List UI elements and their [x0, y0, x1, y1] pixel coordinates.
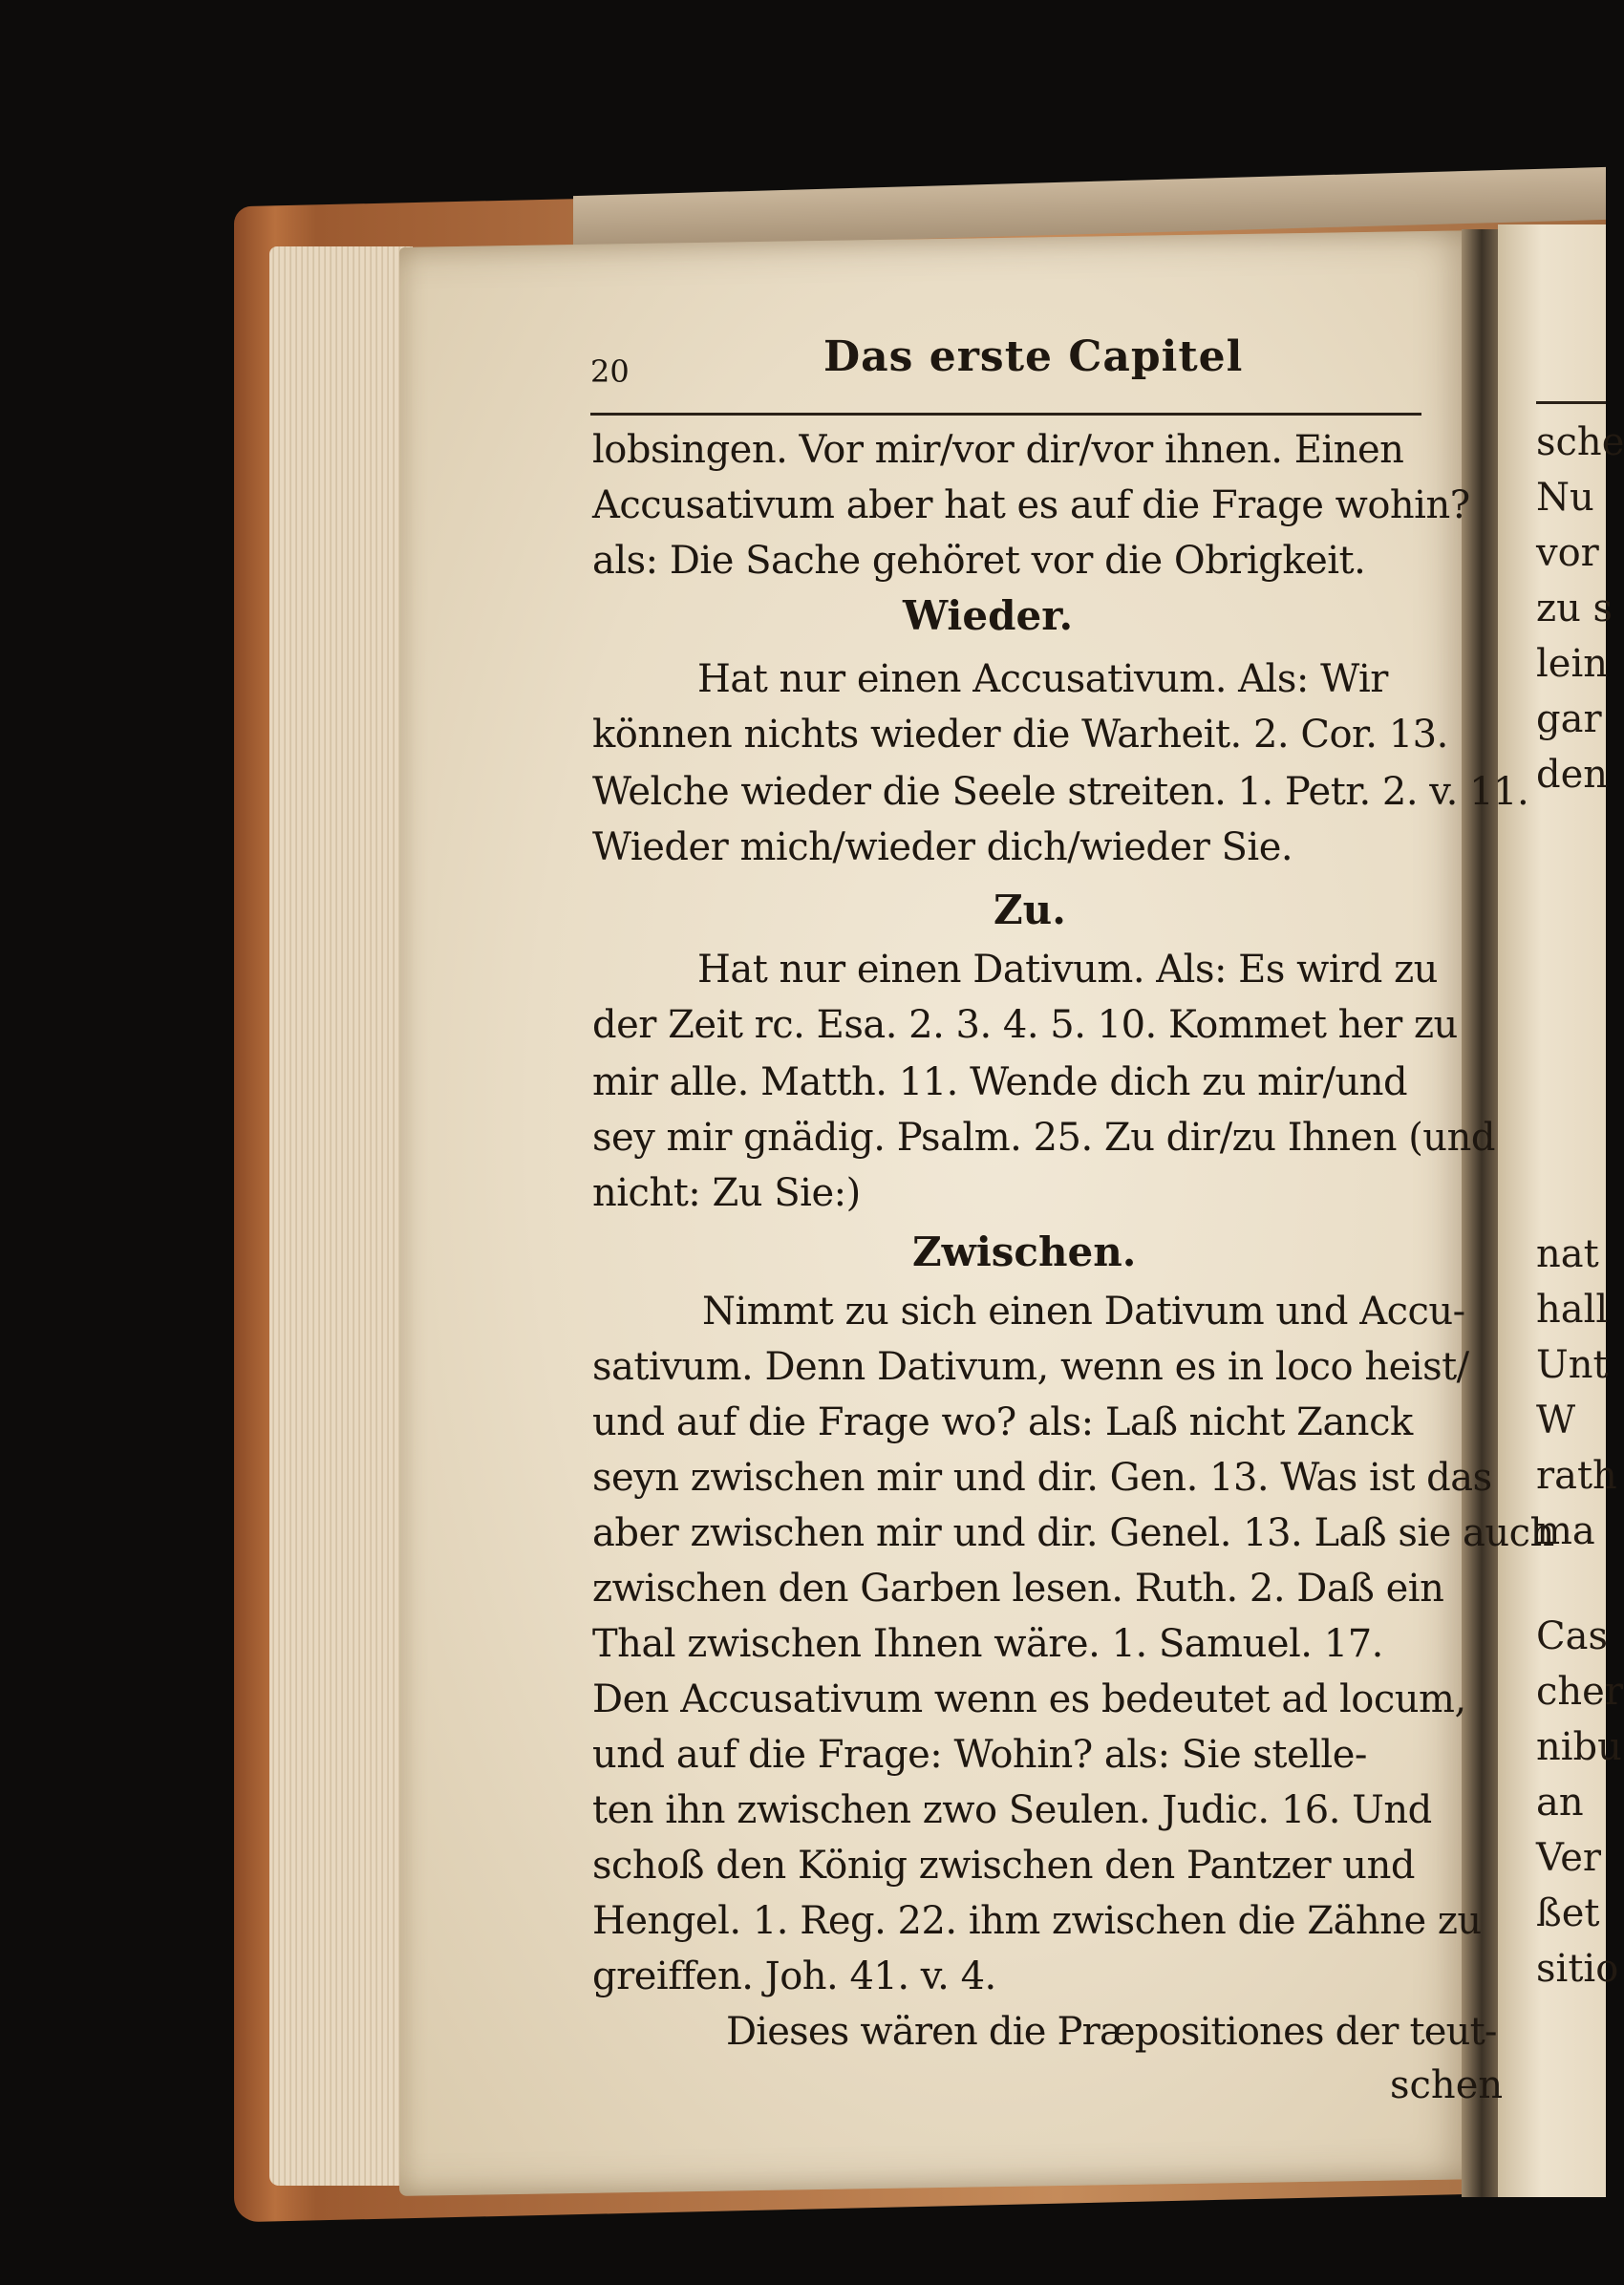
text-line: schoß den König zwischen den Pantzer und: [592, 1844, 1415, 1888]
text-line: zwischen den Garben lesen. Ruth. 2. Daß ein: [592, 1567, 1444, 1611]
text-line: und auf die Frage: Wohin? als: Sie stelle-: [592, 1733, 1367, 1777]
text-line: seyn zwischen mir und dir. Gen. 13. Was ist das: [592, 1456, 1492, 1500]
text-line: und auf die Frage wo? als: Laß nicht Zanck: [592, 1400, 1413, 1444]
section-heading: Zu.: [994, 886, 1066, 933]
facing-fragment: sche: [1536, 420, 1624, 464]
text-line: der Zeit rc. Esa. 2. 3. 4. 5. 10. Kommet her zu: [592, 1003, 1458, 1047]
text-line: Hat nur einen Dativum. Als: Es wird zu: [697, 948, 1438, 992]
header-rule: [590, 413, 1421, 416]
text-line: nicht: Zu Sie:): [592, 1171, 861, 1215]
facing-fragment: zu s: [1536, 587, 1613, 630]
facing-fragment: Ver: [1536, 1836, 1602, 1880]
text-line: sey mir gnädig. Psalm. 25. Zu dir/zu Ihnen (und: [592, 1116, 1495, 1160]
text-line: Accusativum aber hat es auf die Frage wohin?: [592, 483, 1470, 527]
text-line: mir alle. Matth. 11. Wende dich zu mir/und: [592, 1060, 1408, 1104]
facing-fragment: Unt: [1536, 1343, 1609, 1387]
text-line: Wieder mich/wieder dich/wieder Sie.: [592, 825, 1293, 869]
text-line: als: Die Sache gehöret vor die Obrigkeit.: [592, 539, 1366, 583]
text-line: Hengel. 1. Reg. 22. ihm zwischen die Zähne zu: [592, 1899, 1482, 1943]
text-line: aber zwischen mir und dir. Genel. 13. Laß sie auch: [592, 1511, 1554, 1555]
facing-fragment: an: [1536, 1781, 1584, 1825]
text-line: Nimmt zu sich einen Dativum und Accu-: [702, 1290, 1465, 1334]
facing-fragment: sitio: [1536, 1947, 1619, 1991]
text-line: Dieses wären die Præpositiones der teut-: [726, 2010, 1497, 2054]
facing-fragment: nat: [1536, 1232, 1599, 1276]
facing-fragment: lein: [1536, 642, 1609, 686]
text-line: Thal zwischen Ihnen wäre. 1. Samuel. 17.: [592, 1622, 1383, 1666]
text-line: greiffen. Joh. 41. v. 4.: [592, 1954, 996, 1998]
facing-fragment: nibu: [1536, 1725, 1622, 1769]
text-line: Welche wieder die Seele streiten. 1. Petr. 2. v. 11.: [592, 770, 1529, 814]
facing-fragment: ma: [1536, 1509, 1595, 1553]
facing-fragment: Nu: [1536, 476, 1594, 520]
facing-header-rule: [1536, 401, 1606, 404]
running-head: Das erste Capitel: [823, 332, 1244, 381]
facing-fragment: den: [1536, 753, 1609, 797]
facing-fragment: Cas: [1536, 1614, 1608, 1658]
facing-fragment: ßet: [1536, 1891, 1600, 1935]
text-line: sativum. Denn Dativum, wenn es in loco heist/: [592, 1345, 1469, 1389]
facing-fragment: hall: [1536, 1288, 1609, 1332]
text-line: können nichts wieder die Warheit. 2. Cor. 13.: [592, 713, 1448, 757]
page-stack: [269, 246, 413, 2186]
text-line: Den Accusativum wenn es bedeutet ad locum,: [592, 1677, 1466, 1721]
facing-fragment: rath: [1536, 1454, 1617, 1498]
section-heading: Zwischen.: [912, 1228, 1137, 1275]
section-heading: Wieder.: [903, 592, 1074, 639]
text-line: lobsingen. Vor mir/vor dir/vor ihnen. Einen: [592, 428, 1404, 472]
facing-fragment: W: [1536, 1399, 1576, 1442]
text-line: ten ihn zwischen zwo Seulen. Judic. 16. Und: [592, 1788, 1432, 1832]
page-number: 20: [590, 353, 630, 390]
text-line: Hat nur einen Accusativum. Als: Wir: [697, 657, 1388, 701]
facing-fragment: vor: [1536, 531, 1599, 575]
facing-fragment: cher: [1536, 1670, 1623, 1714]
facing-fragment: gar: [1536, 697, 1602, 741]
catchword: schen: [1390, 2063, 1504, 2107]
